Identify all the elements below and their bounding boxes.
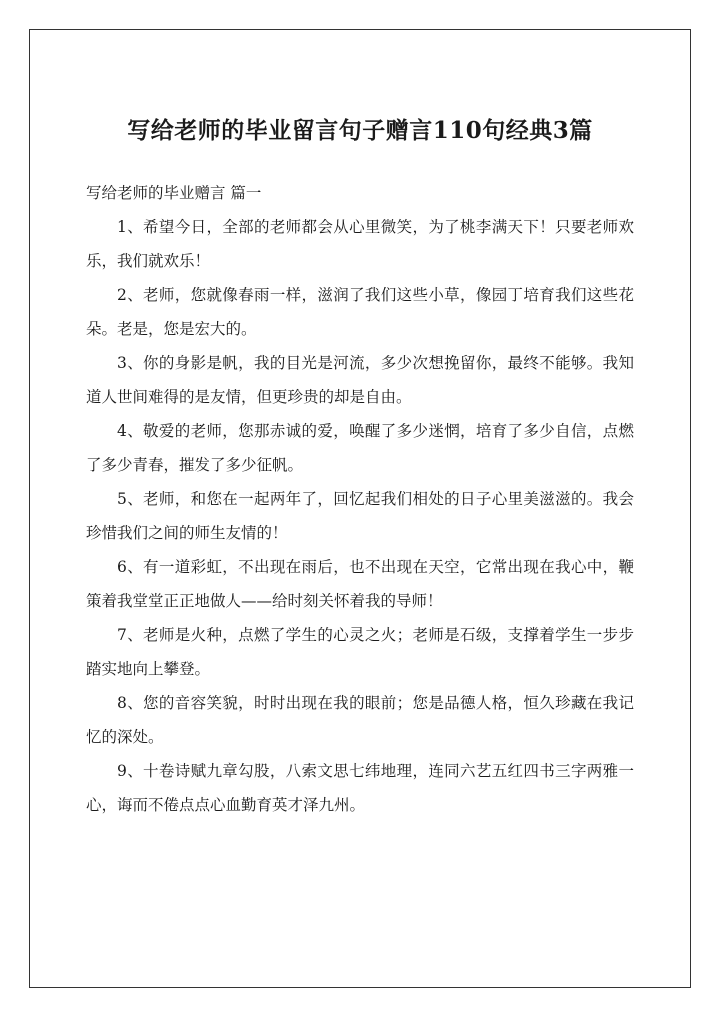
quote-item-1: 1、希望今日，全部的老师都会从心里微笑，为了桃李满天下！只要老师欢乐，我们就欢乐！ bbox=[86, 218, 634, 270]
quote-item-5: 5、老师，和您在一起两年了，回忆起我们相处的日子心里美滋滋的。我会珍惜我们之间的师生友情的！ bbox=[86, 490, 634, 542]
quote-item-2: 2、老师，您就像春雨一样，滋润了我们这些小草，像园丁培育我们这些花朵。老是，您是宏大的。 bbox=[86, 286, 634, 338]
document-body bbox=[86, 176, 634, 822]
quote-item-4: 4、敬爱的老师，您那赤诚的爱，唤醒了多少迷惘，培育了多少自信，点燃了多少青春，摧发了多少征帆。 bbox=[86, 422, 634, 474]
section-heading: 写给老师的毕业赠言 篇一 bbox=[86, 184, 262, 202]
quote-item-8: 8、您的音容笑貌，时时出现在我的眼前；您是品德人格，恒久珍藏在我记忆的深处。 bbox=[86, 694, 634, 746]
quote-item-9: 9、十卷诗赋九章勾股，八索文思七纬地理，连同六艺五红四书三字两雅一心，诲而不倦点点心血勤育英才泽九州。 bbox=[86, 762, 634, 814]
document-title: 写给老师的毕业留言句子赠言110句经典3篇 bbox=[127, 117, 593, 144]
quote-item-3: 3、你的身影是帆，我的目光是河流，多少次想挽留你，最终不能够。我知道人世间难得的是友情，但更珍贵的却是自由。 bbox=[86, 354, 634, 406]
quote-item-7: 7、老师是火种，点燃了学生的心灵之火；老师是石级，支撑着学生一步步踏实地向上攀登。 bbox=[86, 626, 634, 678]
quote-item-6: 6、有一道彩虹，不出现在雨后，也不出现在天空，它常出现在我心中，鞭策着我堂堂正正地做人——给时刻关怀着我的导师！ bbox=[86, 558, 634, 610]
